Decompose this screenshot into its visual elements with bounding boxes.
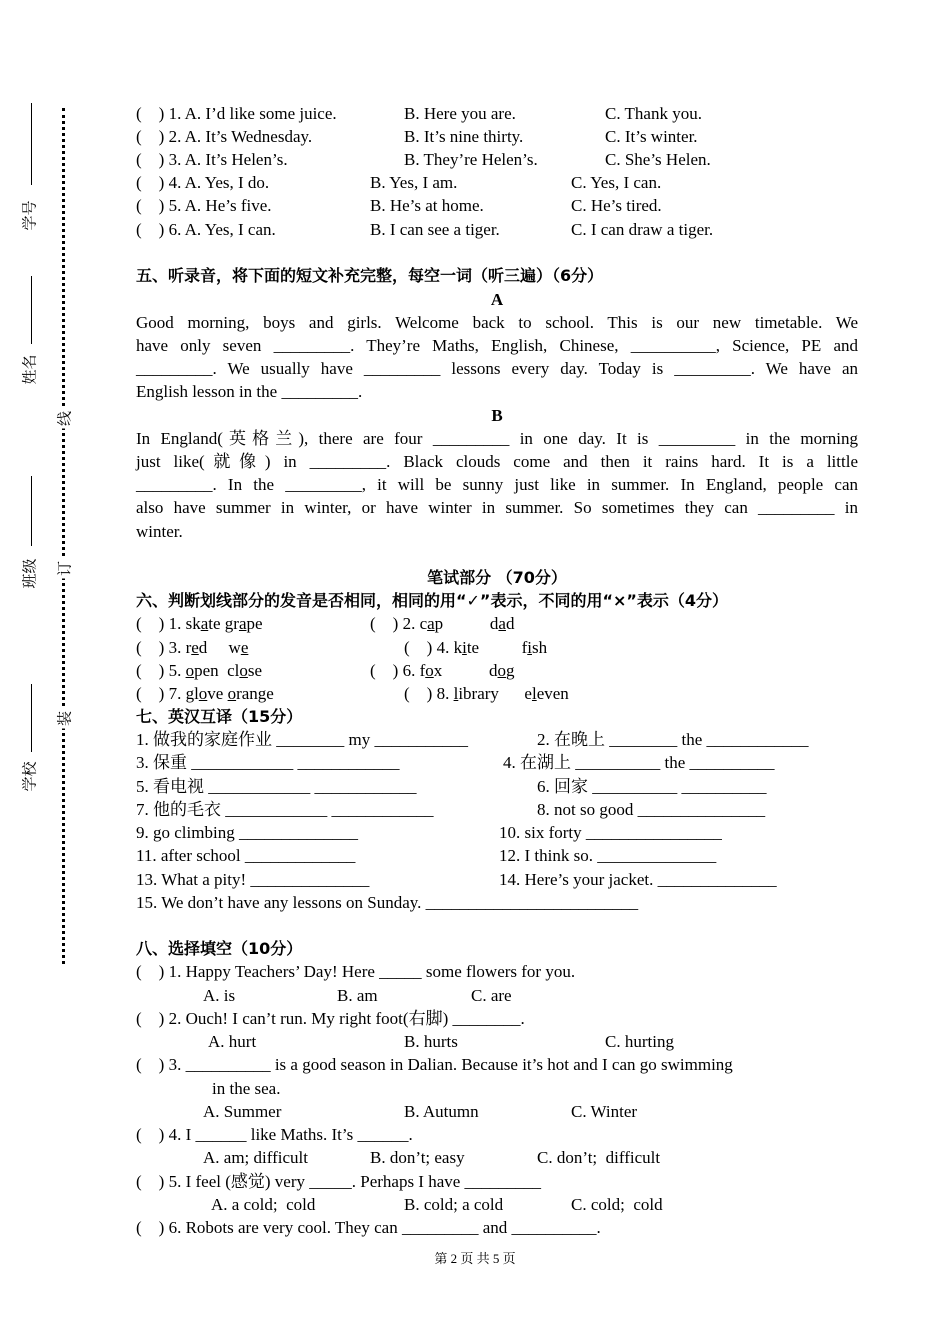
passage-b-label: B [491,406,503,425]
pronunciation-row: ( ) 1. skate grape ( ) 2. cap dad [136,614,515,633]
mc-question: ( ) 3. __________ is a good season in Dalian. Because it’s hot and I can go swimming [136,1055,733,1074]
translation-row: 9. go climbing ______________ 10. six forty ________________ [136,823,722,842]
passage-a-line: _________. We usually have _________ lessons every day. Today is _________. We have an [136,359,858,378]
passage-a-line: Good morning, boys and girls. Welcome back to school. This is our new timetable. We [136,313,858,332]
mc-question-cont: in the sea. [212,1079,281,1098]
section7-title: 七、英汉互译（15分） [136,707,303,726]
student-id-label: 学号 [20,200,39,231]
list-item: ( ) 6. A. Yes, I can. B. I can see a tiger. C. I can draw a tiger. [136,220,714,239]
translation-row: 7. 他的毛衣 ____________ ____________ 8. not so good _______________ [136,800,766,819]
passage-b-line: just like(就像) in _________. Black clouds come and then it rains hard. It is a little [136,452,858,471]
list-item: ( ) 5. A. He’s five. B. He’s at home. C. He’s tired. [136,196,662,215]
list-item: ( ) 3. A. It’s Helen’s. B. They’re Helen’s. C. She’s Helen. [136,150,711,169]
mc-question: ( ) 2. Ouch! I can’t run. My right foot(右脚) ________. [136,1009,525,1028]
list-item: ( ) 4. A. Yes, I do. B. Yes, I am. C. Yes, I can. [136,173,662,192]
mc-question: ( ) 4. I ______ like Maths. It’s ______. [136,1125,413,1144]
translation-row: 13. What a pity! ______________ 14. Here’s your jacket. ______________ [136,870,777,889]
class-blank [31,476,32,546]
student-id-blank [31,103,32,185]
binding-mark-xian: 线 [54,409,75,429]
mc-question: ( ) 1. Happy Teachers’ Day! Here _____ some flowers for you. [136,962,576,981]
list-item: ( ) 1. A. I’d like some juice. B. Here you are. C. Thank you. [136,104,702,123]
passage-a-line: English lesson in the _________. [136,382,363,401]
pronunciation-row: ( ) 5. open close ( ) 6. fox dog [136,661,515,680]
school-blank [31,684,32,752]
pronunciation-row: ( ) 7. glove orange ( ) 8. library eleven [136,684,569,703]
section6-title: 六、判断划线部分的发音是否相同，相同的用“✓”表示，不同的用“×”表示（4分） [136,591,729,610]
name-blank [31,276,32,344]
translation-row: 1. 做我的家庭作业 ________ my ___________ 2. 在晚上 ________ the ____________ [136,730,809,749]
section5-title: 五、听录音，将下面的短文补充完整，每空一词（听三遍）（6分） [136,266,604,285]
passage-b-line: _________. In the _________, it will be sunny just like in summer. In England, people can [136,475,858,494]
translation-row: 3. 保重 ____________ ____________ 4. 在湖上 __________ the __________ [136,753,775,772]
mc-options: A. a cold; cold B. cold; a cold C. cold; cold [211,1195,663,1214]
translation-row: 5. 看电视 ____________ ____________ 6. 回家 __________ __________ [136,777,767,796]
passage-b-line: winter. [136,522,183,541]
mc-options: A. hurt B. hurts C. hurting [208,1032,674,1051]
pronunciation-row: ( ) 3. red we ( ) 4. kite fish [136,638,548,657]
mc-question: ( ) 5. I feel (感觉) very _____. Perhaps I have _________ [136,1172,542,1191]
list-item: ( ) 2. A. It’s Wednesday. B. It’s nine thirty. C. It’s winter. [136,127,698,146]
mc-options: A. am; difficult B. don’t; easy C. don’t; difficult [203,1148,661,1167]
translation-row: 11. after school _____________ 12. I think so. ______________ [136,846,717,865]
passage-b-line: In England(英格兰), there are four _________ in one day. It is _________ in the morning [136,429,858,448]
binding-mark-ding: 订 [54,559,75,579]
page-footer: 第 2 页 共 5 页 [434,1251,516,1266]
mc-options: A. Summer B. Autumn C. Winter [203,1102,638,1121]
school-label: 学校 [20,761,39,792]
class-label: 班级 [20,558,39,589]
section8-title: 八、选择填空（10分） [136,939,303,958]
mc-options: A. is B. am C. are [203,986,512,1005]
name-label: 姓名 [20,354,39,385]
passage-a-label: A [490,290,504,309]
written-part-title: 笔试部分 （70分） [427,568,567,587]
translation-row: 15. We don’t have any lessons on Sunday. _________________________ [136,893,639,912]
binding-dotted-line [62,108,65,964]
binding-mark-zhuang: 装 [54,709,75,729]
mc-question: ( ) 6. Robots are very cool. They can _________ and __________. [136,1218,601,1237]
passage-a-line: have only seven _________. They’re Maths, English, Chinese, __________, Science, PE and [136,336,858,355]
passage-b-line: also have summer in winter, or have winter in summer. So sometimes they can _________ in [136,498,858,517]
